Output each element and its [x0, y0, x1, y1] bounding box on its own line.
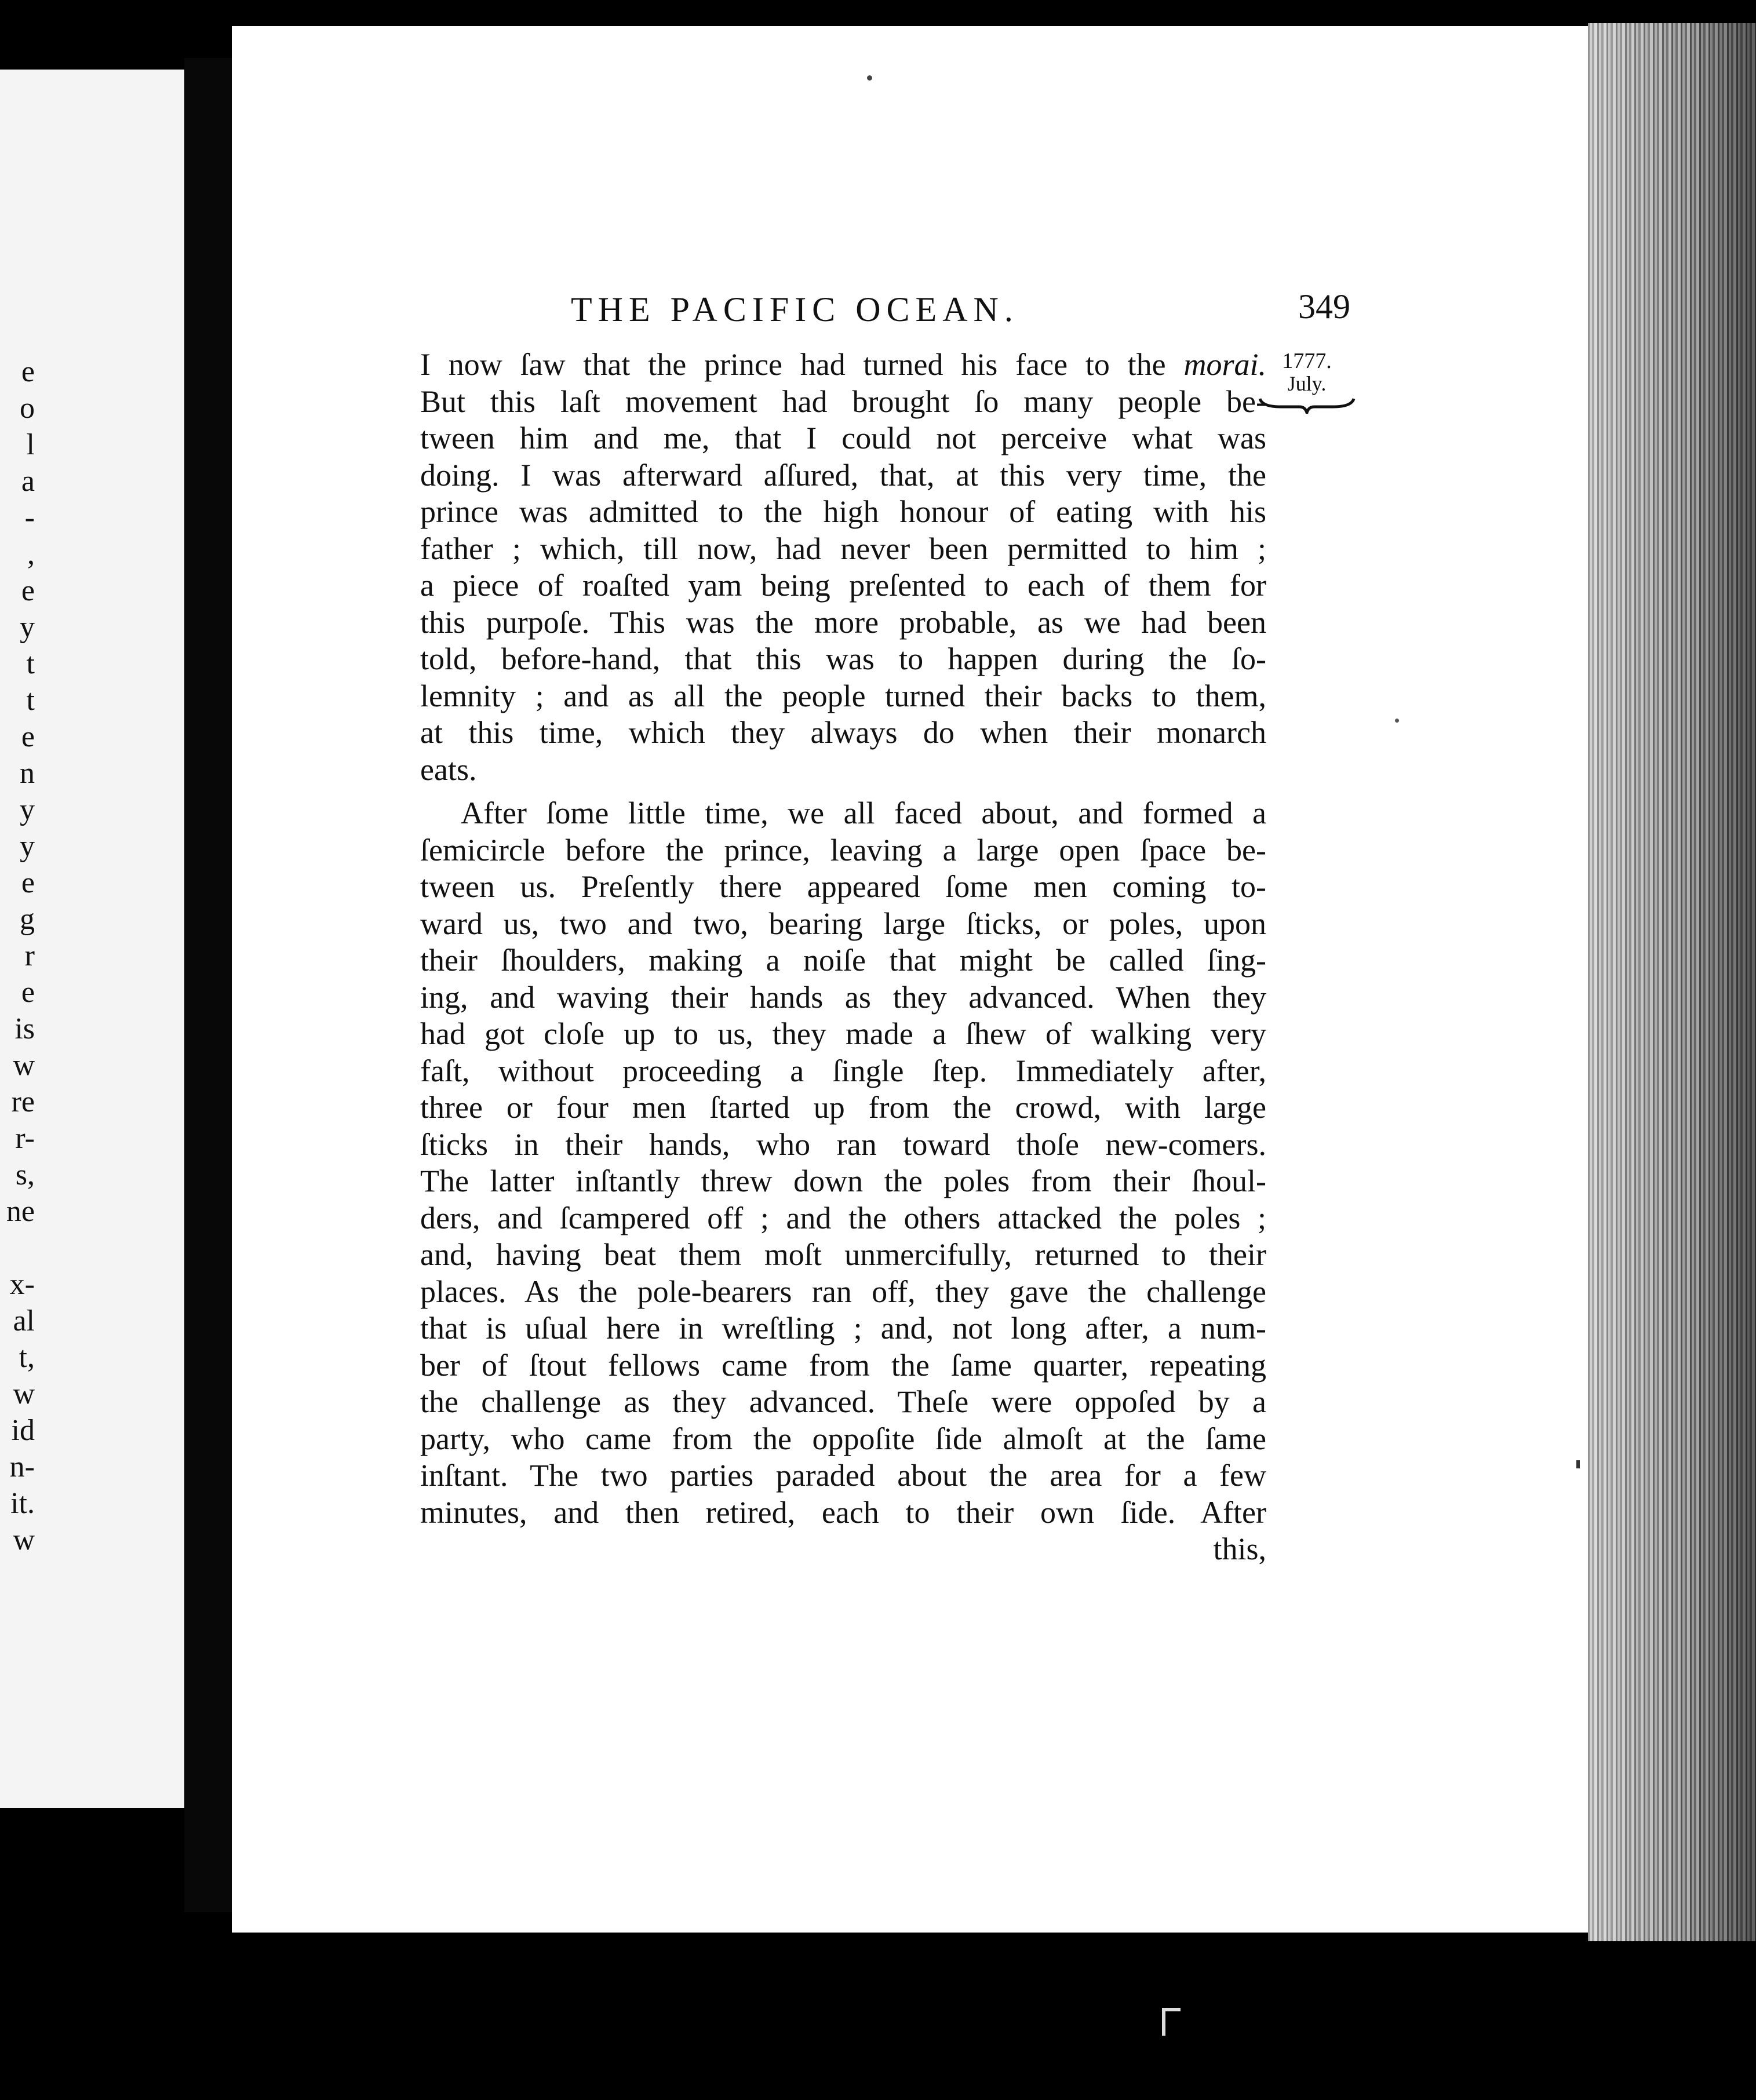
text-segment: at this time, which they always do when their monarch: [420, 715, 1266, 750]
text-line: [420, 604, 1266, 641]
text-line: party, who came from the oppoſite ſide almoſt at the ſame: [420, 1421, 1266, 1456]
facing-page-fragment: s,: [15, 1158, 35, 1191]
text-line: The latter inſtantly threw down the poles from their ſhoul-: [420, 1164, 1266, 1198]
speck: [1395, 719, 1399, 723]
facing-page-fragment: re: [11, 1085, 35, 1118]
facing-page-fragment: r-: [15, 1122, 35, 1155]
facing-page-fragment: it.: [10, 1487, 35, 1520]
catchword: this,: [1213, 1532, 1266, 1566]
text-line: that is uſual here in wreſtling ; and, not long after, a num-: [420, 1311, 1266, 1346]
text-line: ing, and waving their hands as they advanced. When they: [420, 979, 1266, 1015]
facing-page-fragment: w: [13, 1049, 35, 1082]
facing-page-fragment: e: [21, 866, 35, 899]
facing-page-fragment: e: [21, 976, 35, 1009]
facing-page-fragment: is: [14, 1012, 35, 1045]
page-edges-shade: [1588, 23, 1756, 1941]
facing-page-fragment: x-: [9, 1268, 35, 1301]
facing-page-fragment: [0, 1230, 35, 1266]
facing-page-fragment: g: [20, 903, 35, 936]
text-segment: lemnity ; and as all the people turned their backs to them,: [420, 678, 1266, 713]
text-segment: a piece of roaſted yam being preſented to each of them for: [420, 568, 1266, 603]
facing-page-fragment: e: [21, 720, 35, 753]
facing-page-text-fragments: [0, 353, 35, 1558]
text-line: After ſome little time, we all faced about, and formed a: [461, 796, 1266, 830]
body-text: [420, 347, 1266, 1568]
facing-page-fragment: t,: [19, 1341, 35, 1374]
text-segment: told, before-hand, that this was to happen during the ſo-: [420, 641, 1266, 676]
facing-page-fragment: ne: [6, 1195, 35, 1228]
text-segment: father ; which, till now, had never been permitted to him ;: [420, 531, 1266, 566]
text-line: ſemicircle before the prince, leaving a large open ſpace be-: [420, 832, 1266, 867]
text-line: [420, 347, 1266, 384]
text-segment: I now ſaw that the prince had turned his face to the: [420, 347, 1184, 382]
page-number: 349: [1298, 287, 1350, 326]
text-segment: this purpoſe. This was the more probable, as we had been: [420, 604, 1266, 640]
facing-page-fragment: ,: [27, 538, 35, 571]
speck: [867, 75, 872, 81]
text-line: faſt, without proceeding a ſingle ſtep. Immediately after,: [420, 1053, 1266, 1088]
text-segment: doing. I was afterward aſſured, that, at this very time, the: [420, 457, 1266, 493]
text-line: [420, 494, 1266, 531]
text-line: places. As the pole-bearers ran off, they gave the challenge: [420, 1274, 1266, 1309]
facing-page-fragment: y: [20, 611, 35, 644]
facing-page-fragment: l: [26, 428, 35, 461]
facing-page-fragment: t: [26, 684, 35, 717]
text-line: [420, 384, 1266, 421]
text-line: [420, 531, 1266, 568]
facing-page-fragment: n-: [9, 1450, 35, 1483]
facing-page-fragment: a: [21, 465, 35, 498]
facing-page-fragment: e: [21, 355, 35, 388]
facing-page-fragment: al: [13, 1304, 35, 1337]
text-line: had got cloſe up to us, they made a ſhew of walking very: [420, 1016, 1266, 1051]
text-line: and, having beat them moſt unmercifully, returned to their: [420, 1237, 1266, 1272]
curly-brace-icon: [1258, 396, 1356, 414]
text-line: three or four men ſtarted up from the crowd, with large: [420, 1090, 1266, 1125]
text-segment: prince was admitted to the high honour of eating with his: [420, 494, 1266, 529]
facing-page-fragment: id: [11, 1414, 35, 1447]
text-line: ſticks in their hands, who ran toward thoſe new-comers.: [420, 1126, 1266, 1162]
text-line: [420, 420, 1266, 457]
text-line: the challenge as they advanced. Theſe were oppoſed by a: [420, 1384, 1266, 1419]
facing-page-fragment: y: [20, 793, 35, 826]
margin-year: 1777.: [1282, 349, 1332, 373]
text-line: ward us, two and two, bearing large ſticks, or poles, upon: [420, 906, 1266, 941]
margin-date-note: [1258, 350, 1356, 414]
facing-page-fragment: r: [24, 939, 35, 972]
facing-page-fragment: -: [24, 501, 35, 534]
margin-month: July.: [1287, 372, 1327, 395]
text-line: [420, 752, 1266, 789]
speck: [1576, 1460, 1580, 1468]
facing-page-fragment: o: [20, 392, 35, 425]
text-line: their ſhoulders, making a noiſe that might be called ſing-: [420, 943, 1266, 978]
text-line: [420, 567, 1266, 604]
paragraph: [420, 347, 1266, 788]
book-gutter: [184, 58, 232, 1912]
speck: [1162, 2008, 1181, 2036]
facing-page-fragment: y: [20, 830, 35, 863]
text-line: minutes, and then retired, each to their own ſide. After: [420, 1494, 1266, 1530]
facing-page-fragment: e: [21, 574, 35, 607]
facing-page-fragment: t: [26, 647, 35, 680]
facing-page-fragment: w: [13, 1523, 35, 1556]
text-line: [420, 678, 1266, 715]
paragraph: [420, 795, 1266, 1531]
text-line: [420, 714, 1266, 752]
facing-page-fragment: n: [20, 757, 35, 790]
text-segment: tween him and me, that I could not perceive what was: [420, 421, 1266, 455]
text-segment: But this laſt movement had brought ſo many people be-: [420, 384, 1266, 419]
text-line: [420, 457, 1266, 494]
facing-page-fragment: w: [13, 1377, 35, 1410]
text-segment: eats.: [420, 752, 477, 787]
text-line: ders, and ſcampered off ; and the others attacked the poles ;: [420, 1200, 1266, 1235]
text-line: [420, 641, 1266, 678]
text-line: ber of ſtout fellows came from the ſame quarter, repeating: [420, 1347, 1266, 1383]
text-line: inſtant. The two parties paraded about the area for a few: [420, 1458, 1266, 1493]
text-line: tween us. Preſently there appeared ſome men coming to-: [420, 869, 1266, 904]
running-head: THE PACIFIC OCEAN.: [571, 290, 1019, 329]
italic-word: morai.: [1183, 347, 1266, 382]
